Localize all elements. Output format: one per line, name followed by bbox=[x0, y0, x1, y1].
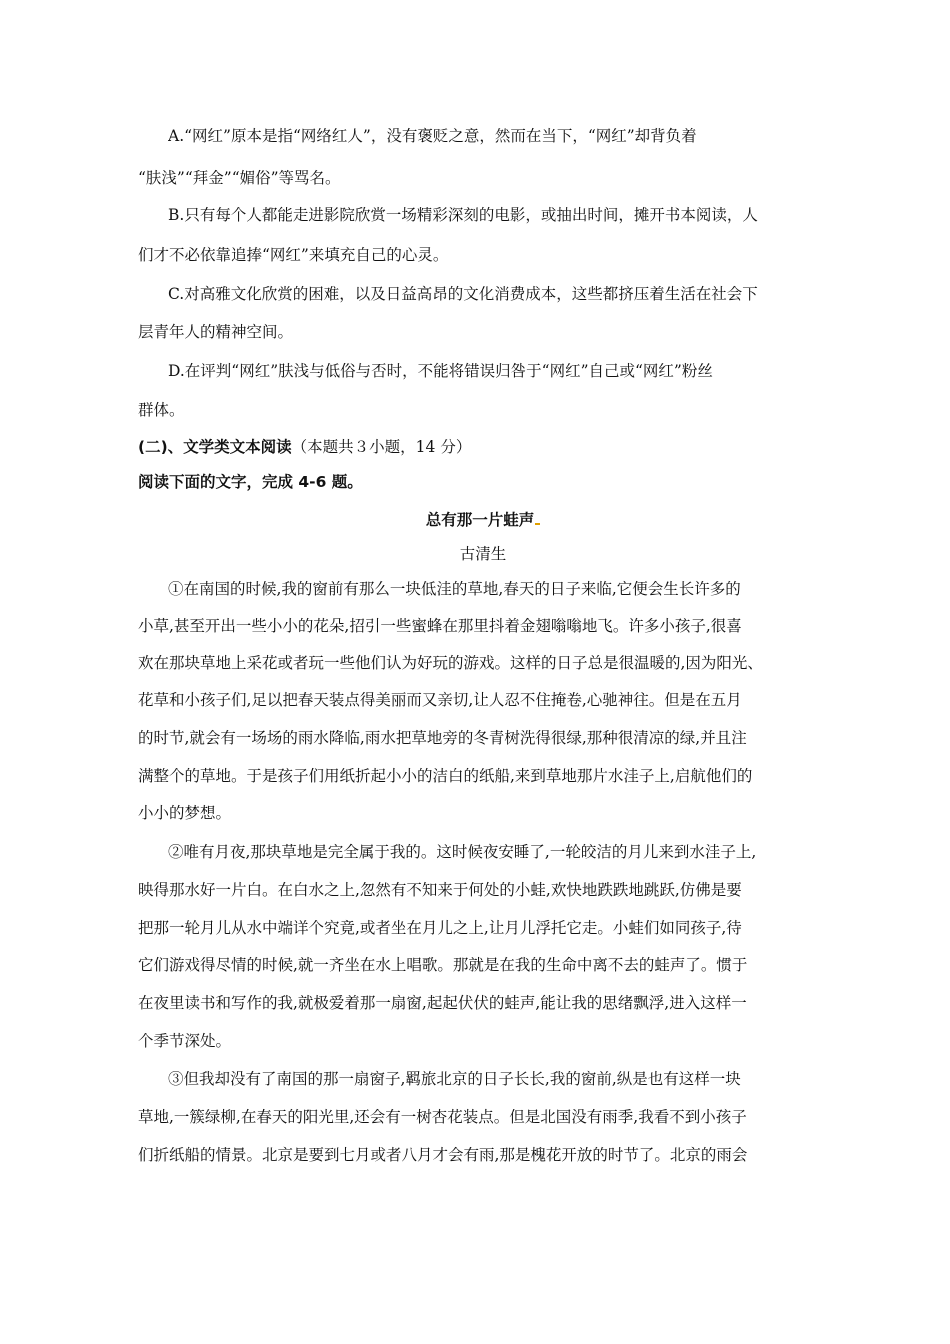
section-heading-note: （本题共３小题，14 分） bbox=[291, 438, 472, 456]
paragraph-3-line: 们折纸船的情景。北京是要到七月或者八月才会有雨,那是槐花开放的时节了。北京的雨会 bbox=[138, 1146, 748, 1164]
paragraph-2-line: 它们游戏得尽情的时候,就一齐坐在水上唱歌。那就是在我的生命中离不去的蛙声了。惯于 bbox=[138, 956, 748, 974]
option-b-line-2: 们才不必依靠追捧“网红”来填充自己的心灵。 bbox=[138, 246, 449, 264]
paragraph-3-line: ③但我却没有了南国的那一扇窗子,羁旅北京的日子长长,我的窗前,纵是也有这样一块 bbox=[168, 1070, 741, 1088]
essay-author: 古清生 bbox=[459, 545, 507, 563]
paragraph-1-line: 花草和小孩子们,足以把春天装点得美丽而又亲切,让人忍不住掩卷,心驰神往。但是在五月 bbox=[138, 691, 742, 709]
paragraph-1-line: 的时节,就会有一场场的雨水降临,雨水把草地旁的冬青树洗得很绿,那种很清凉的绿,并且注 bbox=[138, 729, 747, 747]
option-d-line-2: 群体。 bbox=[138, 401, 185, 419]
paragraph-2-line: 映得那水好一片白。在白水之上,忽然有不知来于何处的小蛙,欢快地跌跌地跳跃,仿佛是要 bbox=[138, 881, 742, 899]
option-a-line-2: “肤浅”“拜金”“媚俗”等骂名。 bbox=[138, 169, 341, 187]
option-d-line-1: D.在评判“网红”肤浅与低俗与否时，不能将错误归咎于“网红”自己或“网红”粉丝 bbox=[168, 362, 713, 380]
paragraph-1-line: 欢在那块草地上采花或者玩一些他们认为好玩的游戏。这样的日子总是很温暖的,因为阳光、 bbox=[138, 654, 763, 672]
option-c-line-1: C.对高雅文化欣赏的困难，以及日益高昂的文化消费成本，这些都挤压着生活在社会下 bbox=[168, 285, 758, 303]
paragraph-2-line: 个季节深处。 bbox=[138, 1032, 232, 1050]
paragraph-2-line: 把那一轮月儿从水中端详个究竟,或者坐在月儿之上,让月儿浮托它走。小蛙们如同孩子,待 bbox=[138, 919, 742, 937]
paragraph-2-line: 在夜里读书和写作的我,就极爱着那一扇窗,起起伏伏的蛙声,能让我的思绪飘浮,进入这样一 bbox=[138, 994, 747, 1012]
paragraph-3-line: 草地,一簇绿柳,在春天的阳光里,还会有一树杏花装点。但是北国没有雨季,我看不到小孩子 bbox=[138, 1108, 747, 1126]
edit-mark bbox=[535, 523, 540, 525]
paragraph-1-line: 满整个的草地。于是孩子们用纸折起小小的洁白的纸船,来到草地那片水洼子上,启航他们的 bbox=[138, 767, 753, 785]
section-heading bbox=[138, 437, 828, 457]
paragraph-1-line: 小小的梦想。 bbox=[138, 804, 232, 822]
section-instruction: 阅读下面的文字，完成 4-6 题。 bbox=[138, 473, 363, 491]
essay-title-text: 总有那一片蛙声 bbox=[425, 511, 535, 529]
paragraph-2-line: ②唯有月夜,那块草地是完全属于我的。这时候夜安睡了,一轮皎洁的月儿来到水洼子上, bbox=[168, 843, 757, 861]
option-c-line-2: 层青年人的精神空间。 bbox=[138, 323, 294, 341]
essay-title bbox=[138, 510, 828, 530]
paragraph-1-line: ①在南国的时候,我的窗前有那么一块低洼的草地,春天的日子来临,它便会生长许多的 bbox=[168, 580, 741, 598]
option-a-line-1: A.“网红”原本是指“网络红人”，没有褒贬之意，然而在当下，“网红”却背负着 bbox=[168, 127, 697, 145]
paragraph-1-line: 小草,甚至开出一些小小的花朵,招引一些蜜蜂在那里抖着金翅嗡嗡地飞。许多小孩子,很喜 bbox=[138, 617, 742, 635]
option-b-line-1: B.只有每个人都能走进影院欣赏一场精彩深刻的电影，或抽出时间，摊开书本阅读，人 bbox=[168, 206, 758, 224]
section-heading-title: (二)、文学类文本阅读 bbox=[138, 438, 292, 456]
